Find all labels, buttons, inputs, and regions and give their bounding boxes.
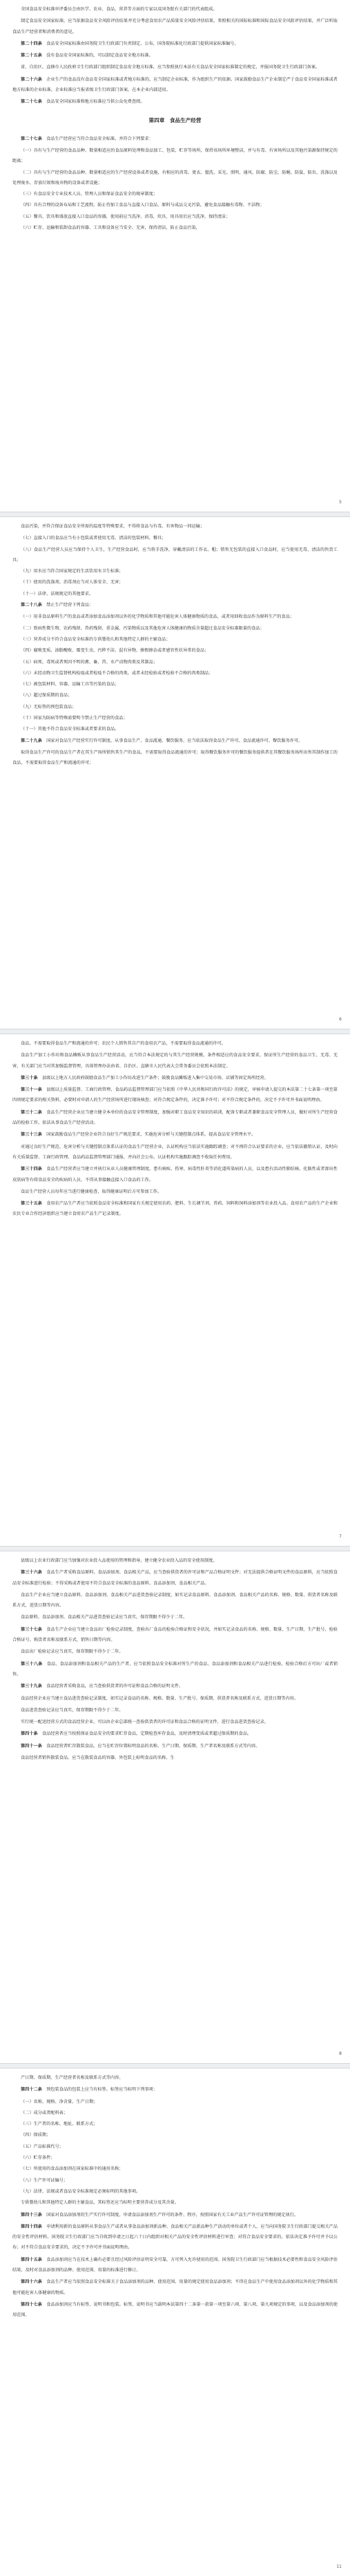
paragraph: 产日期、保质期、生产经营者名称及联系方式等内容。 [21,2075,124,2080]
paragraph: 食品生产加工小作坊和食品摊贩从事食品生产经营活动，应当符合本法规定的与其生产经营规模、条件相适应的食品安全要求，保证所生产经营的食品卫生、无毒、无害，有关部门应当对其加强监督管理，具体管理办法由省、自治区、直辖市人民代表大会常务委员会依照本法制定。 [12,1053,338,1069]
article-number: 第四十四条 [21,2224,43,2229]
paragraph [12,1129,338,1140]
article-number: 第二十六条 [21,77,43,82]
paragraph [12,2255,338,2276]
paragraph: 食品污染，并符合保证食品安全所需的温度等特殊要求，不得将食品与有毒、有害物品一同运输； [21,524,205,529]
paragraph [12,1164,338,1185]
document-page [0,1551,350,2063]
document-page [0,0,350,512]
article-text: 食品添加剂应当有标签、说明书和包装。标签、说明书应当载明本法第四十二条第一款第一项至第六项、第八项、第九项规定的事项，以及食品添加剂的使用范围、 [12,2302,338,2318]
paragraph [12,134,338,144]
article-text: 国家鼓励食品生产经营企业符合良好生产规范要求，实施危害分析与关键控制点体系，提高食品安全管理水平。 [46,1132,256,1138]
article-number: 第四十一条 [21,1743,42,1749]
article-text: 县级以上地方人民政府鼓励食品生产加工小作坊改进生产条件；鼓励食品摊贩进入集中交易市场、店铺等固定场所经营。 [41,1075,269,1080]
paragraph: 对通过良好生产规范、危害分析与关键控制点体系认证的食品生产经营企业，认证机构应当依法实施跟踪调查；对不再符合认证要求的企业，应当依法撤销认证，及时向有关质量监督、工商行政管理、食品药品监督管理部门通报，并向社会公布。认证机构实施跟踪调查不收取任何费用。 [12,1144,338,1160]
page-content [0,1034,350,1220]
article-text: 食品经营者采购食品，应当查验供货者的许可证和食品合格的证明文件。 [46,1684,184,1689]
paragraph [12,1729,338,1739]
article-number: 第三十八条 [21,1661,43,1667]
document-page [0,1034,350,1546]
article-number: 第二十七条 [21,136,42,141]
page-number: 5 [339,500,342,505]
article-number: 第四十五条 [21,2257,43,2262]
paragraph [12,97,338,107]
list-item: （八）超过保质期的食品； [21,693,72,698]
article-text: 禁止生产经营下列食品： [46,603,94,608]
article-number: 第三十四条 [21,1167,43,1172]
list-item: （十）国家为防病等特殊需要明令禁止生产经营的食品； [21,716,128,721]
list-item: （九）用水应当符合国家规定的生活饮用水卫生标准； [21,569,124,574]
paragraph [12,2084,338,2095]
article-text: 食品、食品添加剂和食品相关产品的生产者，应当依照食品安全标准对所生产的食品、食品添加剂和食品相关产品进行检验，检验合格后方可出厂或者销售。 [12,1661,338,1677]
list-item: （十一）其他不符合食品安全标准或者要求的食品。 [21,727,119,732]
page-content [0,517,350,769]
list-item: （二）成分或者配料表； [21,2110,68,2115]
paragraph [12,2300,338,2321]
list-item: （十）使用的洗涤剂、消毒剂应当对人体安全、无害； [21,580,124,585]
list-item: （十一）法律、法规规定的其他要求。 [21,591,94,596]
list-item: （七）所使用的食品添加剂在国家标准中的通用名称； [21,2166,124,2172]
paragraph [12,2277,338,2298]
article-number: 第三十七条 [21,1627,43,1632]
list-item: （六）未经动物卫生监督机构检疫或者检疫不合格的肉类，或者未经检验或者检验不合格的肉类制品； [21,670,213,676]
page-separator [0,2063,350,2069]
paragraph: 食品经营者销售散装食品，应当在散装食品的容器、外包装上标明食品的名称、生 [21,1755,175,1761]
list-item: （四）保质期； [21,2133,51,2138]
page-number: 8 [339,2051,342,2056]
article-number: 第二十四条 [21,41,42,46]
list-item: （五）病死、毒死或者死因不明的禽、畜、兽、水产动物肉类及其制品； [21,659,157,665]
article-number: 第四十条 [21,1731,38,1737]
chapter-heading: 第四章 食品生产经营 [148,117,202,123]
article-text: 申请利用新的食品原料从事食品生产或者从事食品添加剂新品种、食品相关产品新品种生产活动的单位或者个人，应当向国务院卫生行政部门提交相关产品的安全性评估材料。国务院卫生行政部门应当自收到申请之日起六十日内组织对相关产品的安全性评估材料进行审查；对符合食品安全要求的，依法决定准予许可并予以公布；对不符合食品安全要求的，决定不予许可并书面说明理由。 [12,2224,338,2251]
paragraph: 食品经营企业应当建立食品进货查验记录制度，如实记录食品的名称、规格、数量、生产批号、保质期、供货者名称及联系方式、进货日期等内容。 [21,1695,299,1701]
list-item: （三）营养成分不符合食品安全标准的专供婴幼儿和其他特定人群的主辅食品； [21,636,171,642]
list-item: （六）贮存条件； [21,2155,55,2161]
paragraph [12,1107,338,1129]
paragraph: 省、自治区、直辖市人民政府卫生行政部门组织制定食品安全地方标准，应当参照执行本法有关食品安全国家标准制定的规定，并报国务院卫生行政部门备案。 [21,65,320,70]
article-text: 食品添加剂应当在技术上确有必要且经过风险评估证明安全可靠，方可列入允许使用的范围。国务院卫生行政部门应当根据技术必要性和食品安全风险评估结果，及时对食品添加剂的品种、使用范围、用量的标准进行修订。 [12,2257,338,2273]
article-number: 第三十六条 [21,1570,43,1576]
paragraph: 实行统一配送经营方式的食品经营企业，可以由企业总部统一查验供货者的许可证和食品合格的证明文件，进行食品进货查验记录。 [21,1720,269,1725]
list-item: （三）有食品安全专业技术人员、管理人员和保证食品安全的规章制度； [21,192,157,197]
article-text: 国家对食品生产经营实行许可制度。从事食品生产、食品流通、餐饮服务，应当依法取得食品生产许可、食品流通许可、餐饮服务许可。 [46,738,303,743]
list-item: （二）具有与生产经营的食品品种、数量相适应的生产经营设备或者设施，有相应的消毒、更衣、盥洗、采光、照明、通风、防腐、防尘、防蝇、防鼠、防虫、洗涤以及处理废水、存放垃圾和废弃物的设备或者设施； [12,170,338,185]
paragraph: 取得食品生产许可的食品生产者在其生产场所销售其生产的食品，不需要取得食品流通的许可；取得餐饮服务许可的餐饮服务提供者在其餐饮服务场所出售其制作加工的食品，不需要取得食品生产和流通的许可； [12,749,338,766]
page-content [0,0,350,233]
article-text: 食用农产品生产者应当依照食品安全标准和国家有关规定使用农药、肥料、生长调节剂、兽药、饲料和饲料添加剂等农业投入品。食用农产品的生产企业和农民专业合作经济组织应当建立食用农产品生产记录制度。 [12,1201,338,1217]
article-number: 第二十七条 [21,99,42,105]
article-text: 没有食品安全国家标准的，可以制定食品安全地方标准。 [46,53,153,59]
article-text: 食品生产者采购食品原料、食品添加剂、食品相关产品，应当查验供货者的许可证和产品合格证明文件；对无法提供合格证明文件的食品原料，应当依照食品安全标准进行检验；不得采购或者使用不符合食品安全标准的食品原料、食品添加剂、食品相关产品。 [12,1570,338,1586]
article-text: 预包装食品的包装上应当有标签。标签应当标明下列事项： [46,2087,157,2093]
paragraph: 食品出厂检验记录应当真实，保存期限不得少于二年。 [21,1649,124,1655]
paragraph [12,736,338,746]
paragraph [12,1624,338,1646]
paragraph [12,74,338,96]
article-number: 第三十二条 [21,1109,43,1115]
page-separator [0,1029,350,1034]
page-content [0,2069,350,2321]
article-number: 第二十九条 [21,738,42,743]
article-text: 食品生产经营企业应当建立健全本单位的食品安全管理制度，加强对职工食品安全知识的培训，配备专职或者兼职食品安全管理人员，做好对所生产经营食品的检验工作，依法从事食品生产经营活动。 [12,1109,338,1126]
article-number: 第二十八条 [21,603,42,608]
paragraph: 食品，不需要取得食品生产和流通的许可；农民个人销售其自产的食用农产品，不需要取得食品流通的许可。 [21,1041,226,1046]
article-text: 食品安全国家标准由国务院卫生行政部门负责制定、公布，国务院标准化行政部门提供国家标准编号。 [46,41,239,46]
article-text: 企业生产的食品没有食品安全国家标准或者地方标准的，应当制定企业标准，作为组织生产的依据。国家鼓励食品生产企业制定严于食品安全国家标准或者地方标准的企业标准。企业标准应当报省级卫生行政部门备案，在本企业内部适用。 [12,77,338,93]
paragraph: 制定食品安全国家标准，应当依据食品安全风险评估结果并充分考虑食用农产品质量安全风险评估结果，参照相关的国际标准和国际食品安全风险评估结果，并广泛听取食品生产经营者和消费者的意见。 [12,19,338,34]
paragraph [12,1659,338,1680]
article-number: 第四十六条 [21,2280,43,2285]
article-number: 第三十一条 [21,1087,43,1093]
paragraph: 食品原料、食品添加剂、食品相关产品进货查验记录应当真实，保存期限不得少于二年。 [21,1615,188,1620]
document-page [0,517,350,1029]
list-item: （三）生产者的名称、地址、联系方式； [21,2122,98,2127]
article-text: 县级以上质量监督、工商行政管理、食品药品监督管理部门应当依照《中华人民共和国行政许可法》的规定，审核申请人提交的本法第二十七条第一项至第四项规定要求的相关资料，必要时对申请人的生产经营场所进行现场核查；对符合规定条件的，决定准予许可；对不符合规定条件的，决定不予许可并书面说明理由。 [12,1087,338,1103]
article-text: 食品生产者应当依照食品安全标准关于食品添加剂的品种、使用范围、用量的规定使用食品添加剂；不得在食品生产中使用食品添加剂以外的化学物质和其他可能危害人体健康的物质。 [12,2280,338,2295]
page-number: 6 [339,1017,342,1022]
paragraph [12,39,338,49]
list-item: （一）具有与生产经营的食品品种、数量相适应的食品原料处理和食品加工、包装、贮存等场所，保持该场所环境整洁，并与有毒、有害场所以及其他污染源保持规定的距离； [12,148,338,164]
paragraph [12,1085,338,1106]
list-item: （八）生产许可证编号； [21,2177,68,2183]
paragraph [12,1073,338,1083]
article-text: 食品安全国家标准和地方标准应当供公众免费查阅。 [46,99,145,105]
paragraph [12,1567,338,1589]
paragraph [12,600,338,610]
article-number: 第三十五条 [21,1201,43,1207]
list-item: （五）产品标准代号； [21,2144,64,2149]
article-text: 食品经营者应当按照保证食品安全的要求贮存食品，定期检查库存食品，及时清理变质或者超过保质期的食品。 [41,1731,252,1737]
paragraph [12,1198,338,1220]
list-item: （八）食品生产经营人员应当保持个人卫生，生产经营食品时，应当将手洗净，穿戴清洁的工作衣、帽；销售无包装的直接入口食品时，应当使用无毒、清洁的售货工具； [12,547,338,563]
list-item: （九）法律、法规或者食品安全标准规定必须标明的其他事项。 [21,2188,141,2194]
list-item: （五）餐具、饮具和盛放直接入口食品的容器，使用前应当洗净、消毒，炊具、用具用后应当洗净，保持清洁； [21,214,231,219]
paragraph: 专供婴幼儿和其他特定人群的主辅食品，其标签还应当标明主要营养成分及其含量。 [21,2200,179,2206]
article-text: 食品经营者贮存散装食品，应当在贮存位置标明食品的名称、生产日期、保质期、生产者名称及联系方式等内容。 [46,1743,260,1749]
article-number: 第四十七条 [21,2302,43,2307]
article-number: 第三十条 [21,1075,38,1080]
list-item: （九）无标签的预包装食品； [21,704,77,710]
list-item: （四）腐败变质、油脂酸败、霉变生虫、污秽不洁、混有异物、掺假掺杂或者感官性状异常的食品； [21,648,209,654]
page-content [0,1551,350,1763]
article-number: 第四十三条 [21,2212,42,2217]
paragraph: 食品进货查验记录应当真实，保存期限不得少于二年。 [21,1707,124,1713]
list-item: （六）贮存、运输和装卸食品的容器、工具和设备应当安全、无害，保持清洁，防止食品污染， [21,225,200,231]
list-item: （四）具有合理的设备布局和工艺流程，防止待加工食品与直接入口食品、原料与成品交叉污染，避免食品接触有毒物、不洁物； [21,203,264,208]
page-number: 11 [336,2564,342,2569]
page-separator [0,1546,350,1551]
paragraph [12,2210,338,2220]
article-text: 国家对食品添加剂的生产实行许可制度。申请食品添加剂生产许可的条件、程序，按照国家有关工业产品生产许可证管理的规定执行。 [46,2212,299,2217]
article-text: 食品生产经营者应当建立并执行从业人员健康管理制度。患有痢疾、伤寒、病毒性肝炎等消化道传染病的人员，以及患有活动性肺结核、化脓性或者渗出性皮肤病等有碍食品安全的疾病的人员，不得从事接触直接入口食品的工作。 [12,1167,338,1183]
article-text: 食品生产企业应当建立食品出厂检验记录制度，查验出厂食品的检验合格证和安全状况，并如实记录食品的名称、规格、数量、生产日期、生产批号、检验合格证号、购货者名称及联系方式、销售日期等内容。 [12,1627,338,1643]
list-item: （二）致病性微生物、农药残留、兽药残留、重金属、污染物质以及其他危害人体健康的物质含量超过食品安全标准限量的食品； [21,625,264,631]
paragraph: 食品生产经营人员每年应当进行健康检查，取得健康证明后方可参加工作。 [21,1189,162,1194]
paragraph: 全国食品安全标准审评委员会由医学、农业、食品、营养等方面的专家以及国务院有关部门的代表组成。 [21,7,217,12]
paragraph [12,1681,338,1691]
paragraph [12,2222,338,2253]
list-item: （一）用非食品原料生产的食品或者添加食品添加剂以外的化学物质和其他可能危害人体健康物质的食品，或者用回收食品作为原料生产的食品； [21,614,294,620]
paragraph [12,50,338,61]
paragraph: 食品生产企业应当建立食品原料、食品添加剂、食品相关产品进货查验记录制度，如实记录食品原料、食品添加剂、食品相关产品的名称、规格、数量、供货者名称及联系方式、进货日期等内容。 [12,1592,338,1609]
list-item: （七）被包装材料、容器、运输工具等污染的食品； [21,682,119,687]
article-text: 食品生产经营应当符合食品安全标准，并符合下列要求： [46,136,153,141]
article-number: 第三十九条 [21,1684,42,1689]
paragraph [12,1741,338,1751]
page-separator [0,512,350,517]
article-number: 第二十五条 [21,53,42,59]
page-number: 7 [339,1534,342,1539]
article-number: 第三十三条 [21,1132,42,1138]
article-number: 第四十二条 [21,2087,42,2093]
list-item: （一）名称、规格、净含量、生产日期； [21,2099,98,2104]
document-page [0,2069,350,2576]
list-item: （七）直接入口的食品应当有小包装或者使用无毒、清洁的包装材料、餐具； [21,536,166,541]
paragraph: 县级以上农业行政部门应当加强对农业投入品使用的管理和指导，建立健全农业投入品的安全使用制度。 [21,1558,217,1563]
